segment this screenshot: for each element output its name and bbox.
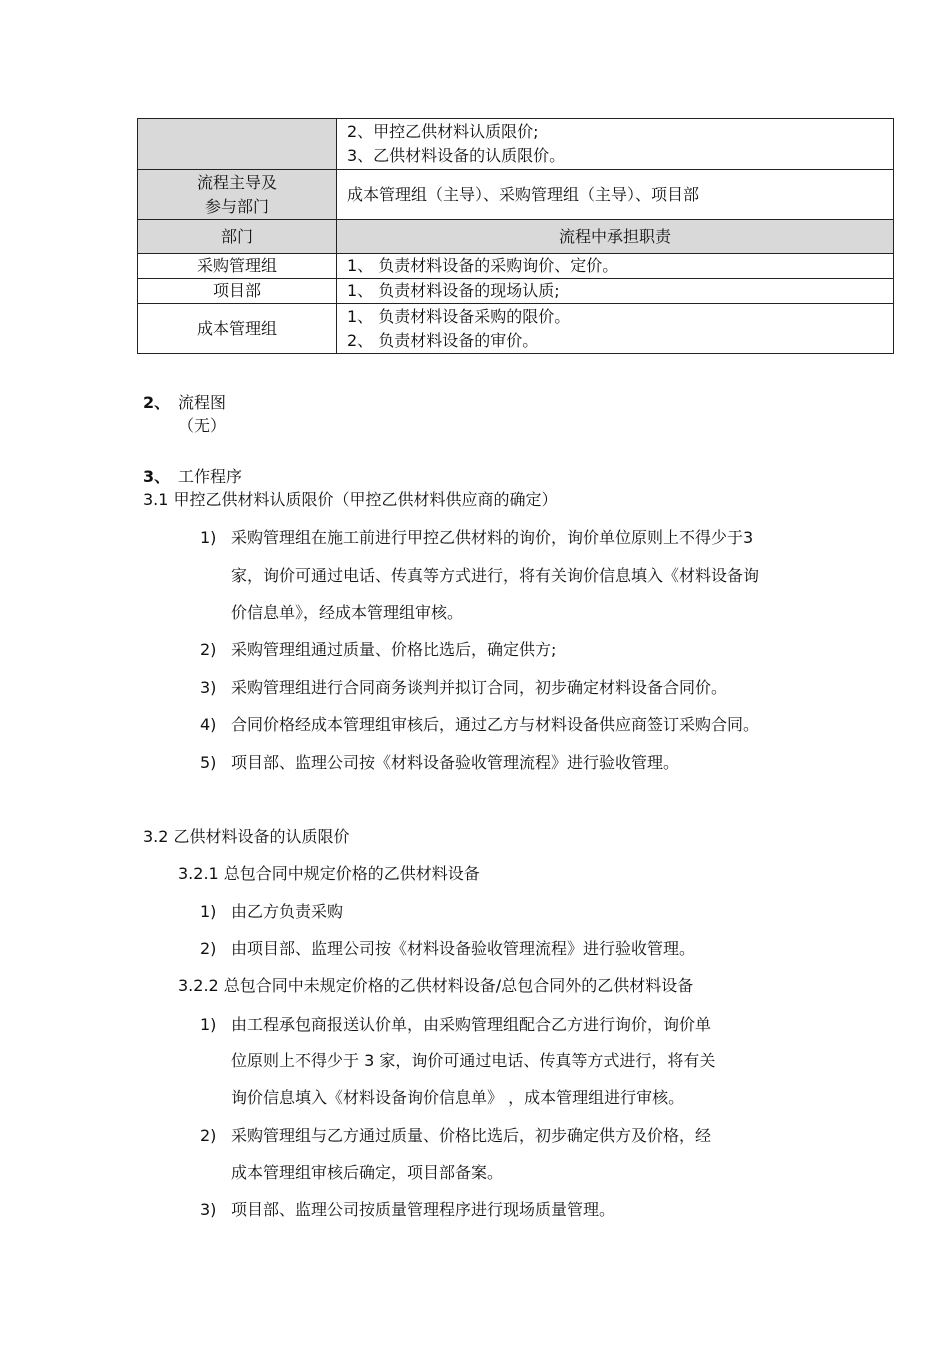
- duty-line: 2、 负责材料设备的审价。: [347, 330, 539, 350]
- header-dept: 部门: [138, 220, 337, 254]
- list-item-number: 5): [200, 753, 217, 772]
- list-item-text: 项目部、监理公司按质量管理程序进行现场质量管理。: [231, 1200, 616, 1219]
- list-item-number: 4): [200, 715, 217, 734]
- table-row-departments: [138, 170, 894, 220]
- scope-line: 2、甲控乙供材料认质限价;: [347, 122, 539, 141]
- list-item-text: 家，询价可通过电话、传真等方式进行，将有关询价信息填入《材料设备询: [231, 566, 760, 585]
- duties-cell: [337, 279, 894, 304]
- list-item-text: 由工程承包商报送认价单，由采购管理组配合乙方进行询价，询价单: [231, 1015, 712, 1034]
- dept-cell: 项目部: [138, 279, 337, 304]
- list-item-number: 1): [200, 528, 217, 547]
- scope-line: 3、乙供材料设备的认质限价。: [347, 146, 566, 165]
- table-row-scope: [138, 119, 894, 170]
- list-item-number: 2): [200, 640, 217, 659]
- table-header-row: [138, 220, 894, 254]
- list-item-number: 1): [200, 902, 217, 921]
- departments-value-cell: 成本管理组（主导）、采购管理组（主导）、项目部: [337, 170, 894, 220]
- list-item-number: 1): [200, 1015, 217, 1034]
- process-table: [137, 118, 894, 354]
- list-item-text: 合同价格经成本管理组审核后，通过乙方与材料设备供应商签订采购合同。: [231, 715, 760, 734]
- departments-label-cell: [138, 170, 337, 220]
- duties-cell: [337, 304, 894, 354]
- section-3-1-heading: 3.1 甲控乙供材料认质限价（甲控乙供材料供应商的确定）: [143, 490, 558, 509]
- list-item-text: 位原则上不得少于 3 家，询价可通过电话、传真等方式进行，将有关: [231, 1051, 716, 1070]
- list-item-text: 项目部、监理公司按《材料设备验收管理流程》进行验收管理。: [231, 753, 680, 772]
- list-item-text: 成本管理组审核后确定，项目部备案。: [231, 1163, 504, 1182]
- list-item-text: 采购管理组在施工前进行甲控乙供材料的询价，询价单位原则上不得少于3: [231, 528, 754, 547]
- scope-label-cell: [138, 119, 337, 170]
- section-3-2-heading: 3.2 乙供材料设备的认质限价: [143, 827, 350, 846]
- list-item-number: 2): [200, 939, 217, 958]
- list-item-number: 3): [200, 678, 217, 697]
- list-item-text: 由乙方负责采购: [231, 902, 344, 921]
- duties-cell: [337, 254, 894, 279]
- dept-cell: 采购管理组: [138, 254, 337, 279]
- list-item-text: 由项目部、监理公司按《材料设备验收管理流程》进行验收管理。: [231, 939, 696, 958]
- dept-cell: 成本管理组: [138, 304, 337, 354]
- section-3-title: 工作程序: [178, 467, 243, 486]
- list-item-number: 3): [200, 1200, 217, 1219]
- duty-line: 1、 负责材料设备的现场认质;: [347, 281, 560, 300]
- list-item-text: 价信息单》，经成本管理组审核。: [231, 603, 464, 622]
- duty-line: 1、 负责材料设备的采购询价、定价。: [347, 256, 619, 275]
- header-duties: 流程中承担职责: [337, 220, 894, 254]
- section-3-number: 3、: [143, 467, 171, 486]
- list-item-text: 询价信息填入《材料设备询价信息单》 ，成本管理组进行审核。: [231, 1088, 685, 1107]
- scope-value-cell: [337, 119, 894, 170]
- departments-label-line: 流程主导及: [196, 172, 277, 192]
- departments-label-line: 参与部门: [204, 196, 269, 216]
- section-2-title: 流程图: [178, 393, 227, 412]
- section-3-2-2-heading: 3.2.2 总包合同中未规定价格的乙供材料设备/总包合同外的乙供材料设备: [178, 976, 694, 995]
- section-2-number: 2、: [143, 393, 171, 412]
- section-2-note: （无）: [178, 416, 227, 435]
- duty-line: 1、 负责材料设备采购的限价。: [347, 306, 571, 326]
- list-item-text: 采购管理组通过质量、价格比选后，确定供方;: [231, 640, 557, 659]
- table-row: [138, 304, 894, 354]
- list-item-number: 2): [200, 1126, 217, 1145]
- list-item-text: 采购管理组进行合同商务谈判并拟订合同，初步确定材料设备合同价。: [231, 678, 728, 697]
- section-3-2-1-heading: 3.2.1 总包合同中规定价格的乙供材料设备: [178, 864, 480, 883]
- table-row: [138, 279, 894, 304]
- list-item-text: 采购管理组与乙方通过质量、价格比选后，初步确定供方及价格，经: [231, 1126, 712, 1145]
- table-row: [138, 254, 894, 279]
